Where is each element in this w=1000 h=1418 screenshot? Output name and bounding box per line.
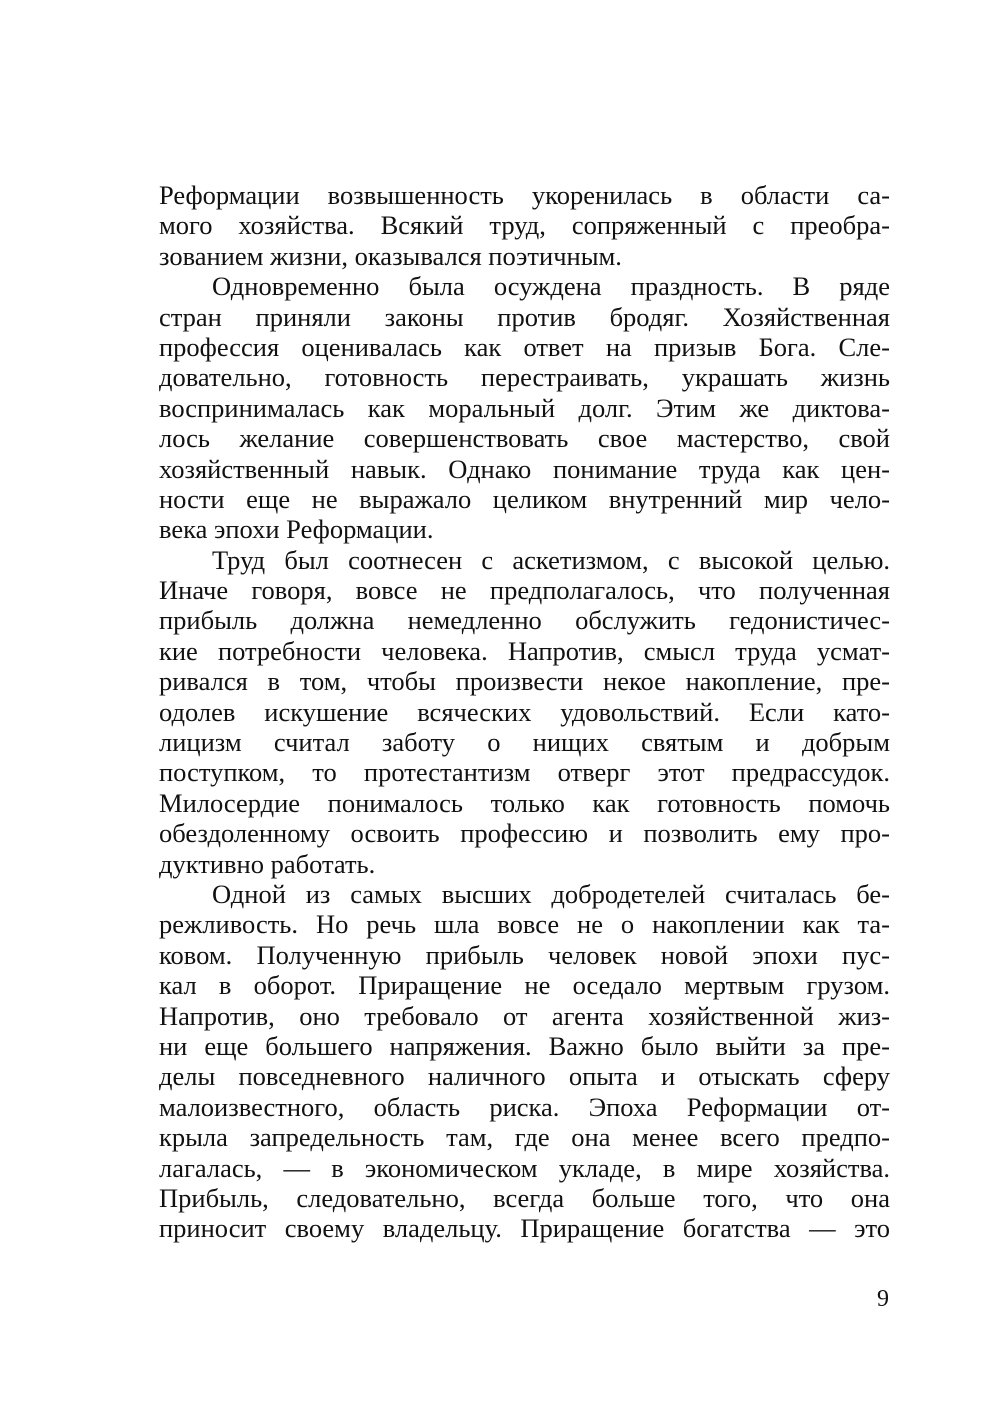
text-line: делы повседневного наличного опыта и отыскать сферу [159, 1061, 890, 1092]
text-line: крыла запредельность там, где она менее всего предпо- [159, 1122, 890, 1153]
text-line: века эпохи Реформации. [159, 514, 434, 545]
text-line: прибыль должна немедленно обслужить гедонистичес- [159, 605, 890, 636]
paragraph [159, 180, 890, 271]
text-line: лагалась, — в экономическом укладе, в мире хозяйства. [159, 1152, 890, 1183]
text-line: одолев искушение всяческих удовольствий. Если като- [159, 696, 890, 727]
text-line: ковом. Полученную прибыль человек новой эпохи пус- [159, 939, 890, 970]
text-line: воспринималась как моральный долг. Этим же диктова- [159, 392, 890, 423]
text-line: Труд был соотнесен с аскетизмом, с высокой целью. [212, 544, 890, 575]
text-line: кал в оборот. Приращение не оседало мертвым грузом. [159, 970, 890, 1001]
text-line: ни еще большего напряжения. Важно было выйти за пре- [159, 1030, 890, 1061]
paragraph [159, 545, 890, 879]
text-line: стран приняли законы против бродяг. Хозяйственная [159, 301, 890, 332]
text-line: лось желание совершенствовать свое мастерство, свой [159, 423, 890, 454]
text-line: малоизвестного, область риска. Эпоха Реформации от- [159, 1091, 890, 1122]
text-line: ности еще не выражало целиком внутренний мир чело- [159, 483, 890, 514]
text-line: Иначе говоря, вовсе не предполагалось, что полученная [159, 575, 890, 606]
paragraph [159, 271, 890, 545]
text-line: Прибыль, следовательно, всегда больше того, что она [159, 1182, 890, 1213]
page-number: 9 [877, 1286, 889, 1312]
text-line: Одной из самых высших добродетелей считалась бе- [212, 878, 890, 909]
text-line: дуктивно работать. [159, 848, 376, 879]
text-line: хозяйственный навык. Однако понимание труда как цен- [159, 453, 890, 484]
text-line: поступком, то протестантизм отверг этот предрассудок. [159, 757, 890, 788]
text-line: Реформации возвышенность укоренилась в области са- [159, 180, 890, 210]
text-line: довательно, готовность перестраивать, украшать жизнь [159, 362, 890, 393]
text-line: режливость. Но речь шла вовсе не о накоплении как та- [159, 909, 890, 940]
text-line: приносит своему владельцу. Приращение богатства — это [159, 1213, 890, 1244]
text-line: обездоленному освоить профессию и позволить ему про- [159, 818, 890, 849]
page-body-text [159, 180, 890, 1244]
text-line: кие потребности человека. Напротив, смысл труда усмат- [159, 635, 890, 666]
text-line: Напротив, оно требовало от агента хозяйственной жиз- [159, 1000, 890, 1031]
text-line: профессия оценивалась как ответ на призыв Бога. Сле- [159, 331, 890, 362]
text-line: Милосердие понималось только как готовность помочь [159, 787, 890, 818]
text-line: ривался в том, чтобы произвести некое накопление, пре- [159, 666, 890, 697]
text-line: лицизм считал заботу о нищих святым и добрым [159, 727, 890, 758]
paragraph [159, 879, 890, 1244]
text-line: зованием жизни, оказывался поэтичным. [159, 240, 622, 271]
text-line: мого хозяйства. Всякий труд, сопряженный с преобра- [159, 210, 890, 241]
text-line: Одновременно была осуждена праздность. В ряде [212, 271, 890, 302]
